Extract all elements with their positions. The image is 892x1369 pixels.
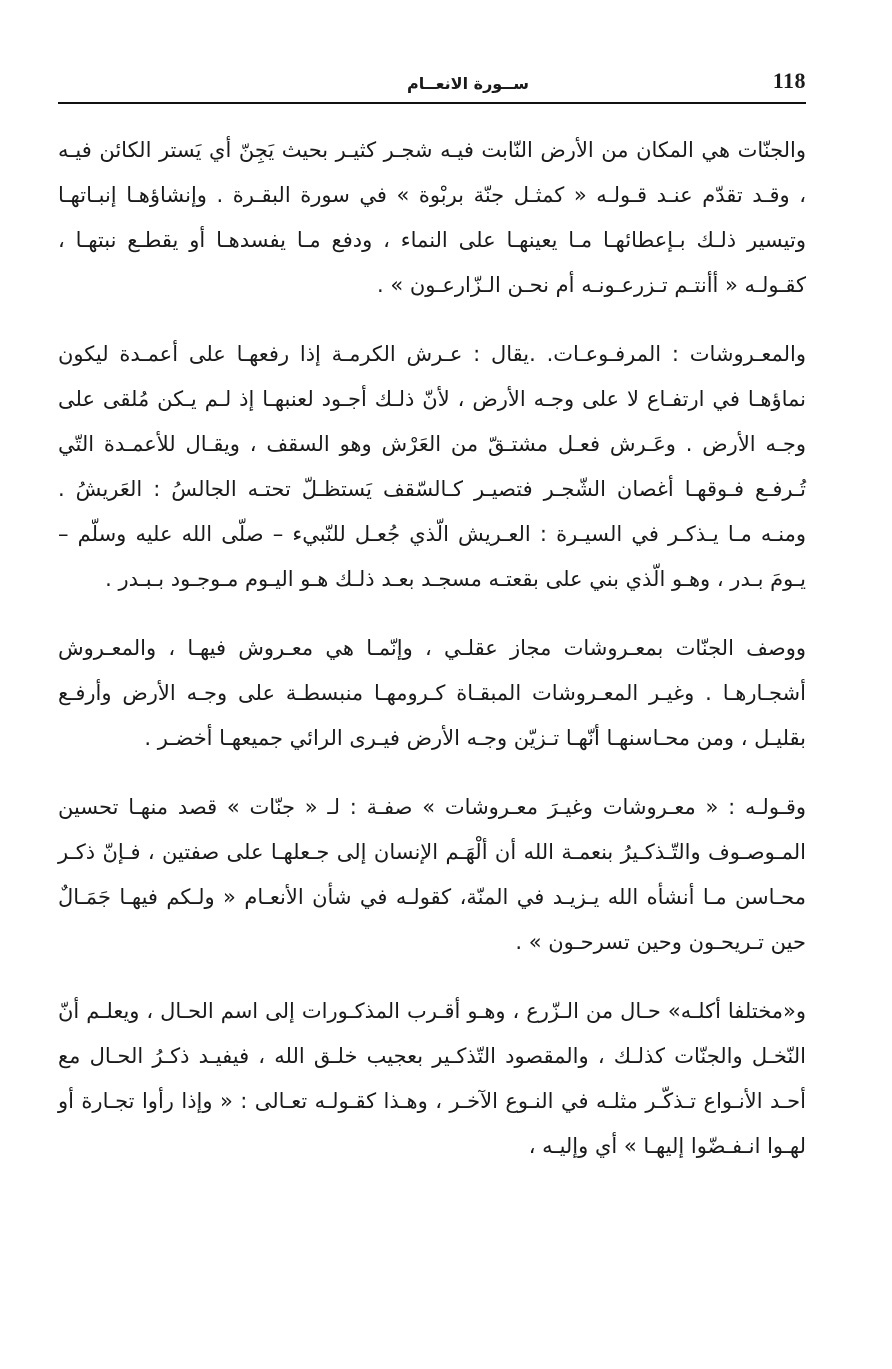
paragraph: والمعـروشات : المرفـوعـات. .يقال : عـرش الكرمـة إذا رفعهـا على أعمـدة ليكون نماؤهـا في ارتفـاع لا على وجـه الأرض ، لأنّ ذلـك أجـود لعنبهـا إذ لـم يـكن مُلقى على وجـه الأرض . وعَـرش فعـل مشتـقّ من العَرْش وهو السقف ، ويقـال للأعمـدة التّي تُـرفـع فـوقهـا أغصان الشّجـر فتصيـر كـالسّقف يَستظـلّ تحتـه الجالسُ : العَريشُ . ومنـه مـا يـذكـر في السيـرة : العـريش الّذي جُعـل للنّبيء – صلّى الله عليه وسلّم – يـومَ بـدر ، وهـو الّذي بني على بقعتـه مسجـد بعـد ذلـك هـو اليـوم مـوجـود بـبـدر . bbox=[58, 342, 806, 591]
page-header bbox=[58, 66, 806, 104]
paragraph: ووصف الجنّات بمعـروشات مجاز عقلـي ، وإنّمـا هي معـروش فيهـا ، والمعـروش أشجـارهـا . وغيـر المعـروشات المبقـاة كـرومهـا منبسطـة على وجـه الأرض وأرفـع بقليـل ، ومن محـاسنهـا أنّهـا تـزيّن وجـه الأرض فيـرى الرائي جميعهـا أخضـر . bbox=[58, 636, 806, 750]
body-text bbox=[58, 128, 806, 1193]
page-number: 118 bbox=[772, 68, 806, 93]
running-title: ســورة الانعــام bbox=[406, 74, 530, 93]
paragraph: و«مختلفا أكلـه» حـال من الـزّرع ، وهـو أقـرب المذكـورات إلى اسم الحـال ، ويعلـم أنّ النّخـل والجنّات كذلـك ، والمقصود التّذكـير بعجيب خلـق الله ، فيفيـد ذكـرُ الحـال مع أحـد الأنـواع تـذكّـر مثلـه في النـوع الآخـر ، وهـذا كقـولـه تعـالى : « وإذا رأوا تجـارة أو لهـوا انـفـضّوا إليهـا » أي وإليـه ، bbox=[58, 999, 806, 1158]
paragraph: والجنّات هي المكان من الأرض النّابت فيـه شجـر كثيـر بحيث يَجِنّ أي يَستر الكائن فيـه ، وقـد تقدّم عنـد قـولـه « كمثـل جنّة بربْوة » في سورة البقـرة . وإنشاؤهـا إنبـاتهـا وتيسير ذلـك بـإعطائهـا مـا يعينهـا على النماء ، ودفع مـا يفسدهـا أو يقطـع نبتهـا ، كقـولـه « أأنتـم تـزرعـونـه أم نحـن الـزّارعـون » . bbox=[58, 138, 806, 297]
paragraph: وقـولـه : « معـروشات وغيـرَ معـروشات » صفـة : لـ « جنّات » قصد منهـا تحسين المـوصـوف والتّـذكـيرُ بنعمـة الله أن ألْهَـم الإنسان إلى جـعلهـا على صفتين ، فـإنّ ذكـر محـاسن مـا أنشأه الله يـزيـد في المنّة، كقولـه في شأن الأنعـام « ولـكم فيهـا جَمَـالٌ حين تـريحـون وحين تسرحـون » . bbox=[58, 795, 806, 954]
